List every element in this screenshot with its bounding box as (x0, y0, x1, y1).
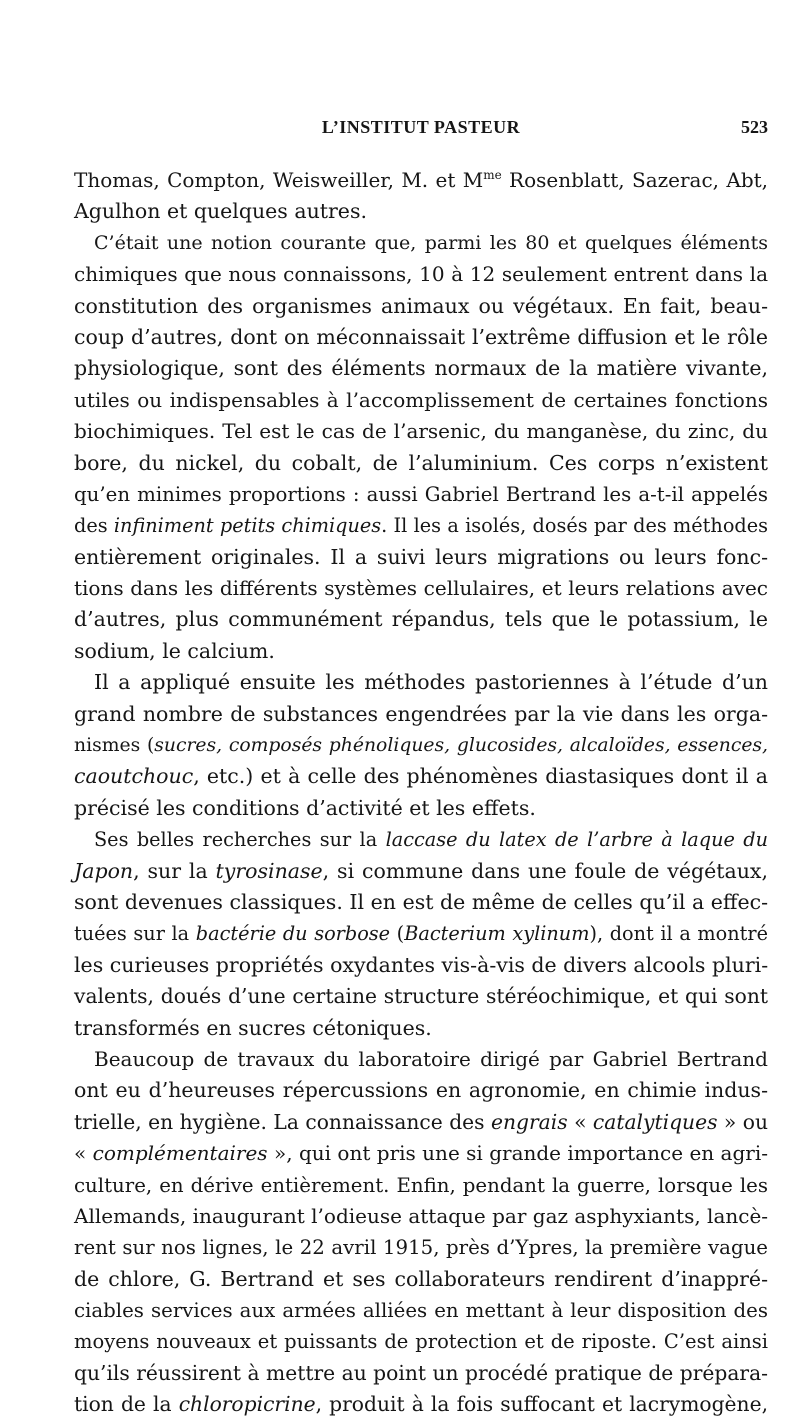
line-text: , etc.) et à celle des phénomènes diastasiques dont il a (193, 764, 768, 789)
line-text: sodium, le calcium. (74, 638, 275, 663)
line-text: ciables services aux armées alliées en mettant à leur disposition des (74, 1299, 768, 1323)
italic-text: catalytiques (592, 1109, 718, 1134)
line-text: Il a appliqué ensuite les méthodes pastoriennes à l’étude d’un (94, 670, 768, 695)
line-text: , sur la (133, 858, 216, 883)
text-line (74, 196, 768, 227)
text-line (74, 918, 768, 949)
line-text: constitution des organismes animaux ou végétaux. En fait, beau- (74, 293, 768, 318)
text-line (74, 322, 768, 353)
text-line (74, 667, 768, 698)
line-text: Agulhon et quelques autres. (74, 199, 367, 224)
text-line (74, 1138, 768, 1169)
text-line (74, 730, 768, 761)
italic-text: bactérie du sorbose (195, 922, 391, 946)
italic-text: sucres, composés phénoliques, glucosides, alcaloïdes, essences, (154, 735, 769, 757)
line-text: sont devenues classiques. Il en est de même de celles qu’il a effec- (74, 889, 768, 914)
line-text: », qui ont pris une si grande importance en agri- (267, 1141, 768, 1166)
line-text: entièrement originales. Il a suivi leurs migrations ou leurs fonc- (74, 544, 768, 569)
italic-text: infiniment petits chimiques (113, 514, 382, 538)
text-line (74, 1326, 768, 1357)
line-text: Allemands, inaugurant l’odieuse attaque par gaz asphyxiants, lancè- (74, 1203, 769, 1228)
text-line (74, 856, 768, 887)
line-text: tion de la (74, 1392, 179, 1417)
line-text: biochimiques. Tel est le cas de l’arsenic, du manganèse, du zinc, du (74, 419, 768, 444)
line-text: chimiques que nous connaissons, 10 à 12 seulement entrent dans la (74, 262, 768, 287)
line-text: les curieuses propriétés oxydantes vis-à-vis de divers alcools pluri- (74, 952, 769, 977)
line-text: des (74, 514, 114, 538)
line-text: qu’ils réussirent à mettre au point un procédé pratique de prépara- (74, 1360, 768, 1385)
line-text: d’autres, plus communément répandus, tels que le potassium, le (74, 607, 768, 632)
text-line (74, 604, 768, 635)
line-text: , produit à la fois suffocant et lacrymogène, (315, 1392, 769, 1417)
italic-text: tyrosinase (215, 858, 323, 883)
text-line (74, 636, 768, 667)
text-line (74, 353, 768, 384)
text-line (74, 542, 768, 573)
line-text: Ses belles recherches sur la (94, 828, 386, 852)
text-line (74, 1358, 768, 1389)
line-text: trielle, en hygiène. La connaissance des (74, 1109, 491, 1134)
line-text: coup d’autres, dont on méconnaissait l’extrême diffusion et le rôle (74, 324, 768, 349)
text-line (74, 385, 768, 416)
line-text: ), dont il a montré (589, 922, 768, 946)
line-text: ont eu d’heureuses répercussions en agronomie, en chimie indus- (74, 1078, 768, 1103)
line-text: physiologique, sont des éléments normaux de la matière vivante, (74, 356, 768, 381)
text-line (74, 259, 768, 290)
italic-text: chloropicrine (178, 1392, 316, 1417)
text-line (74, 1013, 768, 1044)
text-line (74, 824, 768, 855)
line-text: de chlore, G. Bertrand et ses collaborateurs rendirent d’inappré- (74, 1266, 768, 1291)
text-line (74, 1170, 768, 1201)
text-line (74, 1295, 768, 1326)
line-text: . Il les a isolés, dosés par des méthodes (381, 514, 769, 538)
line-text: grand nombre de substances engendrées par la vie dans les orga- (74, 701, 768, 726)
text-line (74, 887, 768, 918)
line-text: , si commune dans une foule de végétaux, (322, 858, 768, 883)
line-text: nismes ( (74, 735, 155, 757)
text-line (74, 793, 768, 824)
italic-text: Japon (74, 858, 134, 883)
italic-text: engrais (491, 1109, 568, 1134)
line-text: culture, en dérive entièrement. Enfin, pendant la guerre, lorsque les (74, 1173, 768, 1197)
line-text: ( (390, 922, 405, 946)
superscript-text: me (483, 168, 502, 182)
text-line (74, 1107, 768, 1138)
line-text: précisé les conditions d’activité et les effets. (74, 795, 536, 820)
text-line (74, 1075, 768, 1106)
line-text: utiles ou indispensables à l’accomplissement de certaines fonctions (74, 387, 768, 412)
text-line (74, 228, 768, 259)
line-text: « (74, 1141, 93, 1166)
text-line (74, 291, 768, 322)
text-line (74, 950, 768, 981)
running-head (74, 117, 768, 147)
line-text: » ou (717, 1109, 768, 1134)
line-text: valents, doués d’une certaine structure stéréochimique, et qui sont (74, 984, 768, 1009)
line-text: Rosenblatt, Sazerac, Abt, (501, 168, 769, 192)
text-line (74, 165, 768, 196)
italic-text: laccase du latex de l’arbre à laque du (385, 828, 768, 852)
text-line (74, 699, 768, 730)
text-line (74, 479, 768, 510)
body-text (74, 165, 768, 1421)
text-line (74, 573, 768, 604)
page-number: 523 (741, 117, 768, 137)
line-text: C’était une notion courante que, parmi les 80 et quelques éléments (94, 231, 768, 254)
text-line (74, 981, 768, 1012)
line-text: transformés en sucres cétoniques. (74, 1015, 432, 1040)
line-text: Beaucoup de travaux du laboratoire dirigé par Gabriel Bertrand (94, 1046, 768, 1071)
line-text: qu’en minimes proportions : aussi Gabriel Bertrand les a-t-il appelés (74, 482, 768, 506)
line-text: bore, du nickel, du cobalt, de l’aluminium. Ces corps n’existent (74, 450, 768, 475)
line-text: tuées sur la (74, 922, 196, 946)
text-line (74, 510, 768, 541)
line-text: moyens nouveaux et puissants de protection et de riposte. C’est ainsi (74, 1330, 768, 1354)
text-line (74, 1264, 768, 1295)
italic-text: complémentaires (92, 1141, 268, 1166)
line-text: rent sur nos lignes, le 22 avril 1915, près d’Ypres, la première vague (74, 1236, 768, 1260)
text-line (74, 416, 768, 447)
line-text: « (567, 1109, 593, 1134)
text-line (74, 1201, 768, 1232)
italic-text: caoutchouc (74, 764, 194, 789)
text-line (74, 761, 768, 792)
text-line (74, 1044, 768, 1075)
line-text: tions dans les différents systèmes cellulaires, et leurs relations avec (74, 576, 768, 601)
running-title: L’INSTITUT PASTEUR (321, 117, 521, 137)
line-text: Thomas, Compton, Weisweiller, M. et M (74, 168, 484, 192)
text-line (74, 1389, 768, 1420)
text-line (74, 448, 768, 479)
italic-text: Bacterium xylinum (404, 922, 590, 946)
text-line (74, 1232, 768, 1263)
